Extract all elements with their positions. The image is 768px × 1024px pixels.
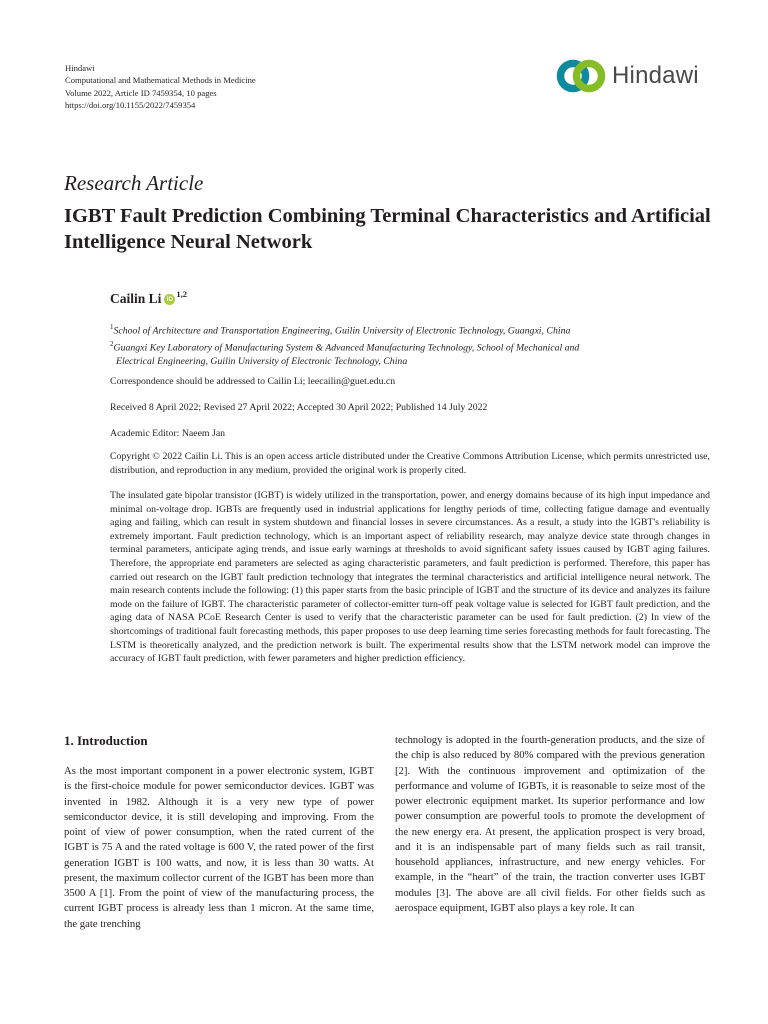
- abstract: The insulated gate bipolar transistor (IGBT) is widely utilized in the transportation, power, and energy domains because of its high input impedance and minimal on-voltage drop. IGBTs are frequently used in industrial applications for lengthy periods of time, collecting fatigue damage and eventually aging and failing, which can result in system shutdown and financial losses in severe circumstances. As a result, a study into the IGBT's reliability is extremely important. Fault prediction technology, which is an important aspect of reliability research, may analyze device state through changes in terminal parameters, anticipate aging trends, and issue early warnings at thresholds to avoid significant safety issues caused by IGBT aging failures. Therefore, the appropriate end parameters are selected as aging characteristic parameters, and fault prediction is performed. Therefore, this paper has carried out research on the IGBT fault prediction technology that integrates the terminal characteristics and artificial intelligence neural network. The main research contents include the following: (1) this paper starts from the basic principle of IGBT and the structure of its device and analyzes its failure mode on the failure of IGBT. The characteristic parameter of collector-emitter turn-off peak voltage value is selected for IGBT fault prediction, and the aging data of NASA PCoE Research Center is used to verify that the characteristic parameter can be used for fault prediction. (2) In view of the shortcomings of traditional fault forecasting methods, this paper proposes to use deep learning time series forecasting methods for fault forecasting. The LSTM is theoretically analyzed, and the prediction network is built. The experimental results show that the LSTM network model can improve the accuracy of IGBT fault prediction, with fewer parameters and higher prediction efficiency.: [110, 490, 710, 665]
- article-title: IGBT Fault Prediction Combining Terminal Characteristics and Artificial Intelligence Neural Network: [64, 205, 711, 253]
- publisher-name: Hindawi: [65, 63, 95, 73]
- journal-name: Computational and Mathematical Methods in Medicine: [65, 75, 256, 86]
- academic-editor: Academic Editor: Naeem Jan: [110, 428, 226, 439]
- affiliation-2: [110, 338, 710, 355]
- author-affiliation-marks: 1,2: [176, 289, 188, 299]
- copyright-notice: Copyright © 2022 Cailin Li. This is an open access article distributed under the Creative Commons Attribution License, which permits unrestricted use, distribution, and reproduction in any medium, provided the original work is properly cited.: [110, 451, 710, 476]
- body-column-left: As the most important component in a power electronic system, IGBT is the first-choice module for power semiconductor devices. IGBT was invented in 1982. Although it is a very new type of power semiconductor device, it is still developing and improving. From the point of view of power consumption, when the rated current of the IGBT is 75 A and the rated voltage is 600 V, the rated power of the first generation IGBT is 100 watts, and now, it is less than 30 watts. At present, the maximum collector current of the IGBT has been more than 3500 A [1]. From the point of view of the manufacturing process, the current IGBT process is already less than 1 micron. At the same time, the gate trenching: [64, 765, 374, 930]
- affiliation-text: Guangxi Key Laboratory of Manufacturing System & Advanced Manufacturing Technology, School of Mechanical and: [113, 342, 580, 354]
- section-heading-introduction: 1. Introduction: [64, 733, 148, 748]
- orcid-icon[interactable]: iD: [164, 294, 175, 305]
- journal-header: [65, 62, 256, 112]
- affiliation-mark: 1: [110, 323, 114, 331]
- affiliation-1: [110, 321, 710, 338]
- volume-info: Volume 2022, Article ID 7459354, 10 pages: [65, 87, 217, 98]
- hindawi-logo-text: Hindawi: [612, 62, 699, 89]
- author-line: [110, 291, 187, 307]
- affiliations: [110, 321, 710, 369]
- hindawi-logo[interactable]: [556, 59, 699, 93]
- affiliation-2-continued: Electrical Engineering, Guilin University of Electronic Technology, China: [116, 356, 408, 368]
- publication-dates: Received 8 April 2022; Revised 27 April 2022; Accepted 30 April 2022; Published 14 July 2022: [110, 402, 488, 413]
- affiliation-mark: 2: [110, 340, 114, 349]
- doi-link[interactable]: https://doi.org/10.1155/2022/7459354: [65, 100, 196, 111]
- correspondence: Correspondence should be addressed to Cailin Li; leecailin@guet.edu.cn: [110, 376, 396, 387]
- author-name[interactable]: Cailin Li: [110, 291, 162, 306]
- body-column-right: technology is adopted in the fourth-generation products, and the size of the chip is also reduced by 80% compared with the previous generation [2]. With the continuous improvement and optimization of the performance and volume of IGBTs, it is reasonable to seize most of the power electronic equipment market. Its superior performance and low power consumption are powerful tools to promote the development of the new energy era. At present, the application prospect is very broad, and it is an indispensable part of many fields such as rail transit, household appliances, infrastructure, and new energy vehicles. For example, in the “heart” of the train, the traction converter uses IGBT modules [3]. The above are all civil fields. For other fields such as aerospace equipment, IGBT also plays a key role. It can: [395, 734, 705, 914]
- affiliation-text: School of Architecture and Transportation Engineering, Guilin University of Electronic Technology, Guangxi, China: [113, 325, 571, 337]
- hindawi-logo-icon: [556, 59, 606, 93]
- article-type: Research Article: [64, 171, 204, 195]
